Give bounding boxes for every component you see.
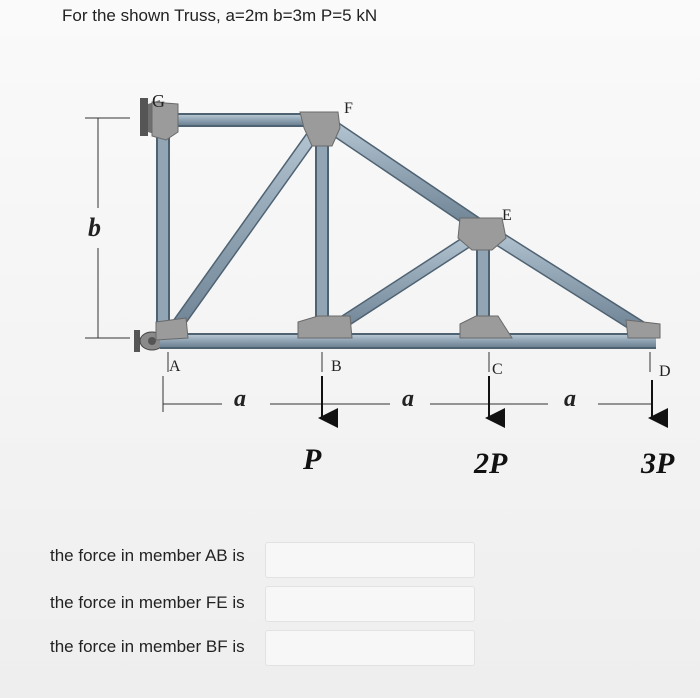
answer-label-fe: the force in member FE is bbox=[50, 593, 245, 612]
answer-input-bf[interactable] bbox=[265, 630, 475, 666]
joint-label-d: D bbox=[659, 363, 671, 380]
member-ga bbox=[156, 118, 170, 340]
answer-label-ab: the force in member AB is bbox=[50, 546, 245, 565]
dimension-a-label-1: a bbox=[234, 386, 246, 412]
dimension-a-label-2: a bbox=[402, 386, 414, 412]
load-label-p: P bbox=[303, 443, 322, 476]
joint-label-f: F bbox=[344, 100, 353, 117]
joint-label-a: A bbox=[169, 358, 181, 375]
member-ed bbox=[482, 228, 650, 334]
load-label-2p: 2P bbox=[474, 447, 508, 480]
joint-label-b: B bbox=[331, 358, 342, 375]
joint-label-c: C bbox=[492, 361, 503, 378]
answer-label-bf: the force in member BF is bbox=[50, 637, 245, 656]
load-label-3p: 3P bbox=[641, 447, 675, 480]
joint-label-g: G bbox=[152, 91, 165, 111]
answer-input-fe[interactable] bbox=[265, 586, 475, 622]
dimension-a-label-3: a bbox=[564, 386, 576, 412]
member-af bbox=[168, 125, 320, 338]
member-ad bbox=[160, 333, 656, 349]
dimension-b-label: b bbox=[88, 213, 101, 242]
gusset-plates bbox=[152, 102, 660, 340]
answer-input-ab[interactable] bbox=[265, 542, 475, 578]
member-fe bbox=[325, 122, 482, 228]
question-text: For the shown Truss, a=2m b=3m P=5 kN bbox=[62, 6, 378, 25]
joint-label-e: E bbox=[502, 207, 512, 224]
member-fb bbox=[315, 125, 329, 340]
